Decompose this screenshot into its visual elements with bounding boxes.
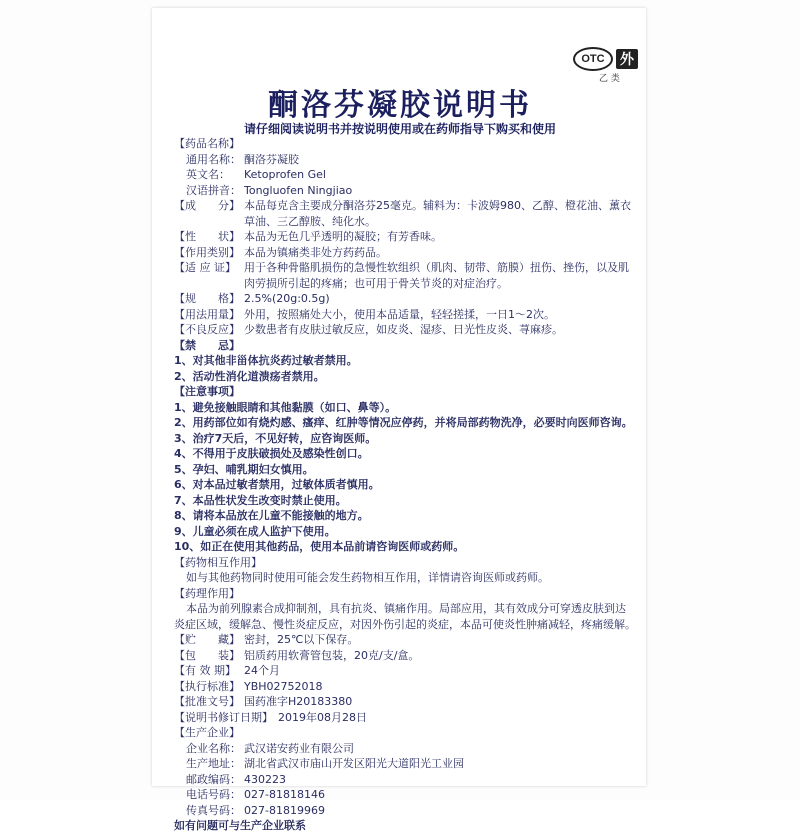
field-label: 汉语拼音： (186, 183, 241, 197)
otc-oval: OTC (573, 47, 613, 71)
field-label: 企业名称： (186, 741, 241, 755)
pinyin-name: Tongluofen Ningjiao (244, 183, 353, 197)
field-label: 英文名： (186, 168, 230, 181)
section-storage (174, 632, 636, 648)
field-label: 通用名称： (186, 152, 241, 166)
section-package (174, 648, 636, 664)
manufacturer-name-row (174, 741, 636, 757)
contra-item: 2、活动性消化道溃疡者禁用。 (174, 369, 325, 383)
section-text: 用于各种骨骼肌损伤的急慢性软组织（肌肉、韧带、筋膜）扭伤、挫伤，以及肌肉劳损所引起的疼痛；也可用于骨关节炎的对症治疗。 (244, 261, 629, 290)
section-text: 密封，25℃以下保存。 (244, 633, 359, 646)
field-label: 传真号码： (186, 803, 241, 817)
english-name: Ketoprofen Gel (244, 168, 326, 181)
section-standard (174, 679, 636, 695)
section-character (174, 229, 636, 245)
section-header: 【生产企业】 (174, 726, 240, 739)
section-interactions (174, 555, 636, 571)
section-label: 【适 应 证】 (174, 261, 236, 274)
section-precautions (174, 384, 636, 400)
field-label: 生产地址： (186, 757, 241, 770)
section-label: 【性 状】 (174, 230, 240, 243)
document-title: 酮洛芬凝胶说明书 (268, 88, 532, 123)
section-manufacturer (174, 725, 636, 741)
section-text: 国药准字H20183380 (244, 695, 353, 708)
section-pharmacology (174, 586, 636, 602)
section-header: 【注意事项】 (174, 385, 240, 398)
manufacturer-zip: 430223 (244, 772, 286, 786)
precaution-item: 1、避免接触眼睛和其他黏膜（如口、鼻等）。 (174, 400, 397, 414)
section-text: 外用，按照痛处大小，使用本品适量，轻轻搓揉，一日1～2次。 (244, 307, 555, 321)
manufacturer-fax-row (174, 803, 636, 819)
section-revision (174, 710, 636, 726)
field-label: 电话号码： (186, 788, 241, 801)
section-label: 【成 分】 (174, 199, 240, 212)
manufacturer-fax: 027-81819969 (244, 803, 325, 817)
section-indications (174, 260, 636, 291)
section-text: 2.5%(20g:0.5g) (244, 292, 330, 305)
section-header: 【药理作用】 (174, 586, 240, 600)
section-text: 本品每克含主要成分酮洛芬25毫克。辅料为：卡波姆980、乙醇、橙花油、薰衣草油、三乙醇胺、纯化水。 (244, 199, 631, 228)
section-text: 铝质药用软膏管包装，20克/支/盒。 (244, 648, 420, 662)
manufacturer-phone-row (174, 787, 636, 803)
precaution-item: 4、不得用于皮肤破损处及感染性创口。 (174, 447, 369, 460)
section-text: 2019年08月28日 (278, 710, 367, 724)
document-subtitle: 请仔细阅读说明书并按说明使用或在药师指导下购买和使用 (243, 122, 556, 136)
section-header: 【药物相互作用】 (174, 555, 262, 569)
precaution-item: 3、治疗7天后，不见好转，应咨询医师。 (174, 431, 377, 445)
section-label: 【不良反应】 (174, 323, 240, 336)
section-label: 【包 装】 (174, 648, 240, 662)
otc-badge (573, 47, 638, 71)
section-label: 【说明书修订日期】 (174, 710, 273, 724)
manufacturer-zip-row (174, 772, 636, 788)
section-text: 本品为无色几乎透明的凝胶；有芳香味。 (244, 230, 442, 243)
english-name-row (174, 167, 636, 183)
generic-name-row (174, 152, 636, 168)
section-usage (174, 307, 636, 323)
precaution-item: 10、如正在使用其他药品，使用本品前请咨询医师或药师。 (174, 540, 465, 553)
section-adverse (174, 322, 636, 338)
section-header: 【药品名称】 (174, 137, 240, 150)
leaflet-content (174, 136, 636, 834)
precaution-item: 8、请将本品放在儿童不能接触的地方。 (174, 509, 369, 522)
section-text: 24个月 (244, 664, 280, 677)
pinyin-row (174, 183, 636, 199)
section-drug-name (174, 136, 636, 152)
section-text: YBH02752018 (244, 679, 323, 693)
section-label: 【执行标准】 (174, 679, 240, 693)
contact-note: 如有问题可与生产企业联系 (174, 819, 306, 832)
section-contraindications (174, 338, 636, 354)
manufacturer-phone: 027-81818146 (244, 788, 325, 801)
section-spec (174, 291, 636, 307)
section-label: 【贮 藏】 (174, 633, 240, 646)
section-category (174, 245, 636, 261)
otc-class-label: 乙 类 (599, 74, 620, 84)
contra-item: 1、对其他非甾体抗炎药过敏者禁用。 (174, 354, 358, 367)
precaution-item: 5、孕妇、哺乳期妇女慎用。 (174, 462, 314, 476)
generic-name: 酮洛芬凝胶 (244, 152, 299, 166)
section-approval (174, 694, 636, 710)
field-label: 邮政编码： (186, 772, 241, 786)
section-text: 少数患者有皮肤过敏反应，如皮炎、湿疹、日光性皮炎、荨麻疹。 (244, 323, 563, 336)
external-use-mark: 外 (616, 49, 638, 69)
precaution-item: 6、对本品过敏者禁用，过敏体质者慎用。 (174, 478, 380, 491)
pharmacology-text: 本品为前列腺素合成抑制剂，具有抗炎、镇痛作用。局部应用，其有效成分可穿透皮肤到达炎症区域，缓解急、慢性炎症反应，对因外伤引起的炎症，本品可使炎性肿痛减轻，疼痛缓解。 (174, 602, 636, 631)
manufacturer-name: 武汉诺安药业有限公司 (244, 741, 354, 755)
section-label: 【规 格】 (174, 292, 240, 305)
section-label: 【有 效 期】 (174, 664, 236, 677)
section-label: 【批准文号】 (174, 695, 240, 708)
precaution-item: 9、儿童必须在成人监护下使用。 (174, 524, 336, 538)
section-label: 【用法用量】 (174, 307, 240, 321)
precaution-item: 2、用药部位如有烧灼感、瘙痒、红肿等情况应停药，并将局部药物洗净，必要时向医师咨询。 (174, 416, 633, 429)
section-validity (174, 663, 636, 679)
section-header: 【禁 忌】 (174, 338, 240, 352)
manufacturer-address: 湖北省武汉市庙山开发区阳光大道阳光工业园 (244, 757, 464, 770)
section-text: 本品为镇痛类非处方药药品。 (244, 245, 387, 259)
section-composition (174, 198, 636, 229)
section-label: 【作用类别】 (174, 245, 240, 259)
interactions-text: 如与其他药物同时使用可能会发生药物相互作用，详情请咨询医师或药师。 (186, 571, 549, 584)
manufacturer-address-row (174, 756, 636, 772)
precaution-item: 7、本品性状发生改变时禁止使用。 (174, 493, 347, 507)
